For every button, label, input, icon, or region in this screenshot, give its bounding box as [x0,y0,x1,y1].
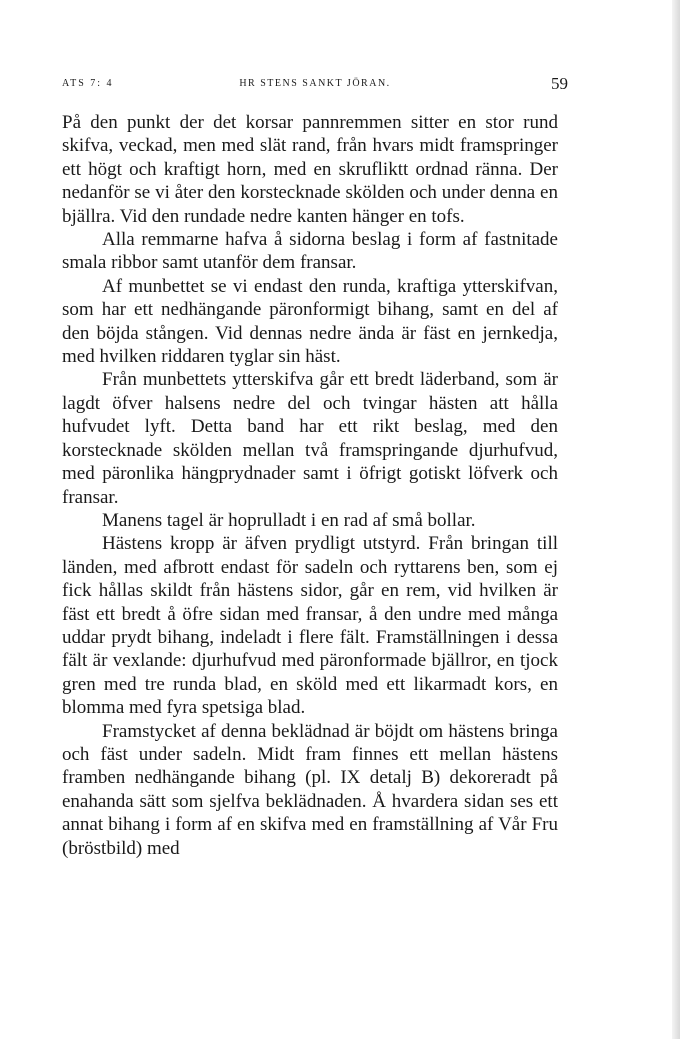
paragraph-1: På den punkt der det korsar pannremmen sitter en stor rund skifva, veckad, men med slät rand, från hvars midt framspringer ett högt och kraftigt horn, med en skrufliktt ordnad ränna. Der nedanför se vi åter den korstecknade skölden och under denna en bjällra. Vid den rundade nedre kanten hänger en tofs. [62,112,558,227]
running-title: HR STENS SANKT JÖRAN. [239,78,391,89]
paragraph-6: Hästens kropp är äfven prydligt utstyrd. Från bringan till länden, med afbrott endast för sadeln och ryttarens ben, som ej fick hållas skildt från hästens sidor, går en rem, vid hvilken är fäst ett bredt å öfre sidan med fransar, å den undre med många uddar prydt bihang, indeladt i flere fält. Framställningen i dessa fält är vexlande: djurhufvud med päronformade bjällror, en tjock gren med tre runda blad, en sköld med ett likarmadt kors, en blomma med fyra spetsiga blad. [62,533,558,719]
running-header [62,74,568,98]
page-number: 59 [551,74,568,93]
paragraph-5: Manens tagel är hoprulladt i en rad af små bollar. [102,509,476,531]
signature-mark: ATS 7: 4 [62,78,114,89]
scan-edge-shadow [672,0,680,1039]
paragraph-2: Alla remmarne hafva å sidorna beslag i form af fastnitade smala ribbor samt utanför dem fransar. [62,229,558,274]
paragraph-3: Af munbettet se vi endast den runda, kraftiga ytterskifvan, som har ett nedhängande päronformigt bihang, samt en del af den böjda stången. Vid dennas nedre ända är fäst en jernkedja, med hvilken riddaren tyglar sin häst. [62,275,558,368]
body-text [62,111,558,860]
paragraph-7: Framstycket af denna beklädnad är böjdt om hästens bringa och fäst under sadeln. Midt fram finnes ett mellan hästens framben nedhängande bihang (pl. IX detalj B) dekoreradt på enahanda sätt som sjelfva beklädnaden. Å hvardera sidan ses ett annat bihang i form af en skifva med en framställning af Vår Fru (bröstbild) med [62,720,558,859]
paragraph-4: Från munbettets ytterskifva går ett bredt läderband, som är lagdt öfver halsens nedre del och tvingar hästen att hålla hufvudet lyft. Detta band har ett rikt beslag, med den korstecknade skölden mellan två framspringande djurhufvud, med päronlika hängprydnader samt i öfrigt gotiskt löfverk och fransar. [62,369,558,508]
